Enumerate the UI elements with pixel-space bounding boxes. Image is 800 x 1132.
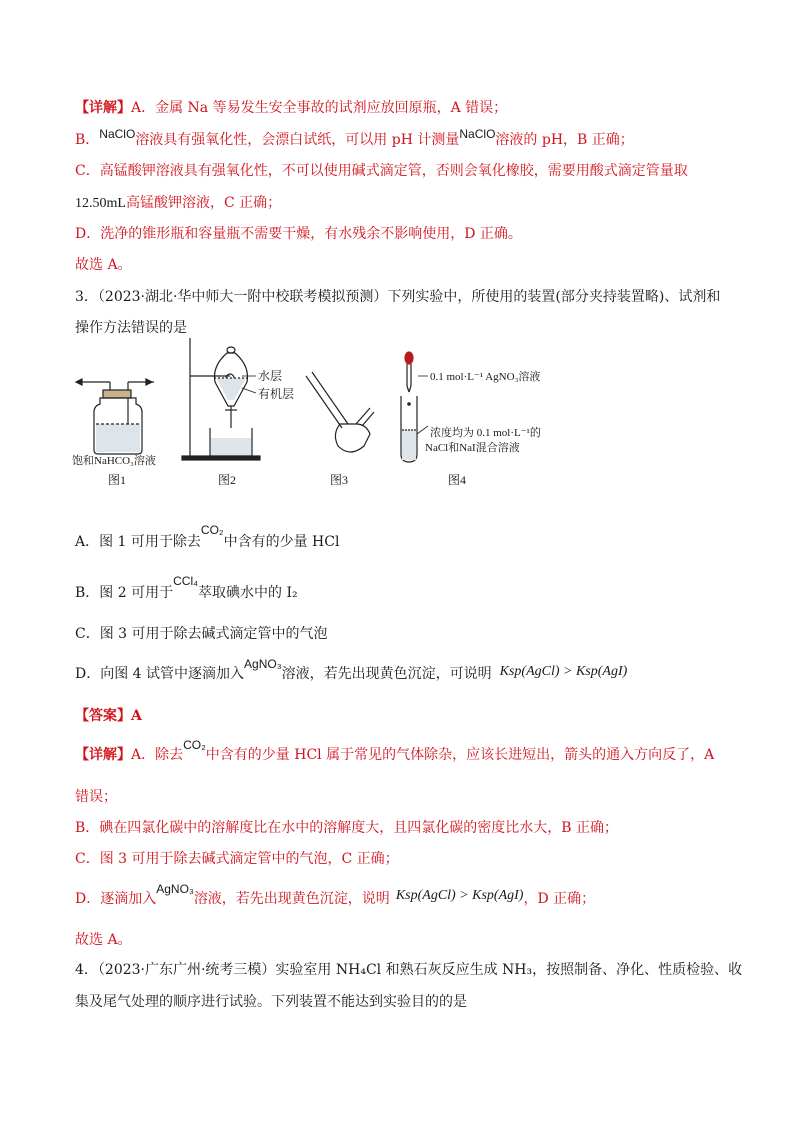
detail-d-prefix: D．逐滴加入 <box>75 891 157 907</box>
q3-stem-line2: 操作方法错误的是 <box>75 320 187 336</box>
detail1-conclusion: 故选 A。 <box>75 257 132 273</box>
fig1-reagent-label: 饱和NaHCO₃溶液 <box>72 455 156 467</box>
fig4-caption: 图4 <box>448 473 467 487</box>
fig2-organic-layer-label: 有机层 <box>258 387 295 401</box>
ksp-inequality: Ksp(AgCl) > Ksp(AgI) <box>395 888 524 903</box>
fig4-solution-label-2: NaCl和NaI混合溶液 <box>425 442 520 454</box>
option-b-prefix: B．图 2 可用于 <box>75 585 174 601</box>
q3-option-b <box>75 574 298 603</box>
fig2-separatory-funnel <box>182 338 260 460</box>
option-d-post: 溶液，若先出现黄色沉淀，可说明 <box>281 666 492 682</box>
detail-a-prefix: A．除去 <box>131 747 184 763</box>
chem-co2: CO₂ <box>200 523 224 537</box>
detail1-b-mid: 溶液具有强氧化性，会漂白试纸，可以用 pH 计测量 <box>135 132 460 148</box>
q3-stem-line1: 3．（2023·湖北·华中师大一附中校联考模拟预测）下列实验中，所使用的装置(部分夹持装置略)、试剂和 <box>75 289 721 305</box>
q3-detail-conclusion: 故选 A。 <box>75 932 132 948</box>
q4-stem-line1: 4．（2023·广东广州·统考三模）实验室用 NH₄Cl 和熟石灰反应生成 NH₃，按照制备、净化、性质检验、收 <box>75 962 743 978</box>
fig1-caption: 图1 <box>108 473 127 487</box>
q3-option-c: C．图 3 可用于除去碱式滴定管中的气泡 <box>75 626 328 642</box>
detail1-a-text: A．金属 Na 等易发生安全事故的试剂应放回原瓶，A 错误； <box>131 100 508 116</box>
ksp-inequality: Ksp(AgCl) > Ksp(AgI) <box>499 664 628 679</box>
chem-naclo-2: NaClO <box>459 127 496 141</box>
q4-stem-line2: 集及尾气处理的顺序进行试验。下列装置不能达到实验目的的是 <box>75 994 467 1010</box>
detail-d-post: ，D 正确； <box>523 891 596 907</box>
option-a-prefix: A．图 1 可用于除去 <box>75 534 201 550</box>
chem-co2: CO₂ <box>183 738 206 752</box>
fig2-water-layer-label: 水层 <box>258 369 283 383</box>
detail1-line-c1: C．高锰酸钾溶液具有强氧化性，不可以使用碱式滴定管，否则会氧化橡胶，需要用酸式滴定管量取 <box>75 163 688 179</box>
option-d-prefix: D．向图 4 试管中逐滴加入 <box>75 666 245 682</box>
detail1-b-post: 溶液的 pH，B 正确； <box>495 132 634 148</box>
detail1-line-a <box>75 98 507 118</box>
chem-naclo-1: NaClO <box>99 127 136 141</box>
option-b-post: 萃取碘水中的 I₂ <box>198 585 298 601</box>
q3-apparatus-figure <box>70 338 570 488</box>
chem-agno3: AgNO₃ <box>244 657 282 671</box>
fig3-burette-hand <box>306 372 374 452</box>
volume-value: 12.50mL <box>75 196 126 211</box>
q3-detail-a-cont: 错误； <box>75 789 117 805</box>
detail-head: 【详解】 <box>75 747 131 763</box>
detail1-line-b <box>75 127 634 150</box>
fig4-reagent-label: 0.1 mol·L⁻¹ AgNO₃溶液 <box>430 371 541 383</box>
option-a-post: 中含有的少量 HCl <box>223 534 340 550</box>
detail-d-mid: 溶液，若先出现黄色沉淀，说明 <box>193 891 390 907</box>
detail1-c2-post: 高锰酸钾溶液，C 正确； <box>125 195 282 211</box>
q3-detail-c: C．图 3 可用于除去碱式滴定管中的气泡，C 正确； <box>75 851 399 867</box>
chem-agno3: AgNO₃ <box>156 882 194 896</box>
q3-detail-b: B．碘在四氯化碳中的溶解度比在水中的溶解度大，且四氯化碳的密度比水大，B 正确； <box>75 820 619 836</box>
fig2-caption: 图2 <box>218 473 237 487</box>
detail1-b-prefix: B． <box>75 132 100 148</box>
fig1-gas-washing-bottle <box>76 379 154 454</box>
q3-answer: 【答案】A <box>75 708 142 724</box>
detail1-line-d: D．洗净的锥形瓶和容量瓶不需要干燥，有水残余不影响使用，D 正确。 <box>75 226 522 242</box>
detail-head: 【详解】 <box>75 100 131 116</box>
fig4-solution-label-1: 浓度均为 0.1 mol·L⁻¹的 <box>430 427 541 439</box>
q3-option-d <box>75 657 628 685</box>
q3-option-a <box>75 523 340 552</box>
detail1-line-c2 <box>75 193 281 214</box>
q3-detail-a <box>75 738 715 765</box>
fig4-test-tube-dropper <box>401 352 428 462</box>
fig3-caption: 图3 <box>330 473 349 487</box>
q3-detail-d <box>75 882 596 910</box>
detail-a-post: 中含有的少量 HCl 属于常见的气体除杂，应该长进短出，箭头的通入方向反了，A <box>205 747 715 763</box>
chem-ccl4: CCl₄ <box>173 574 199 588</box>
